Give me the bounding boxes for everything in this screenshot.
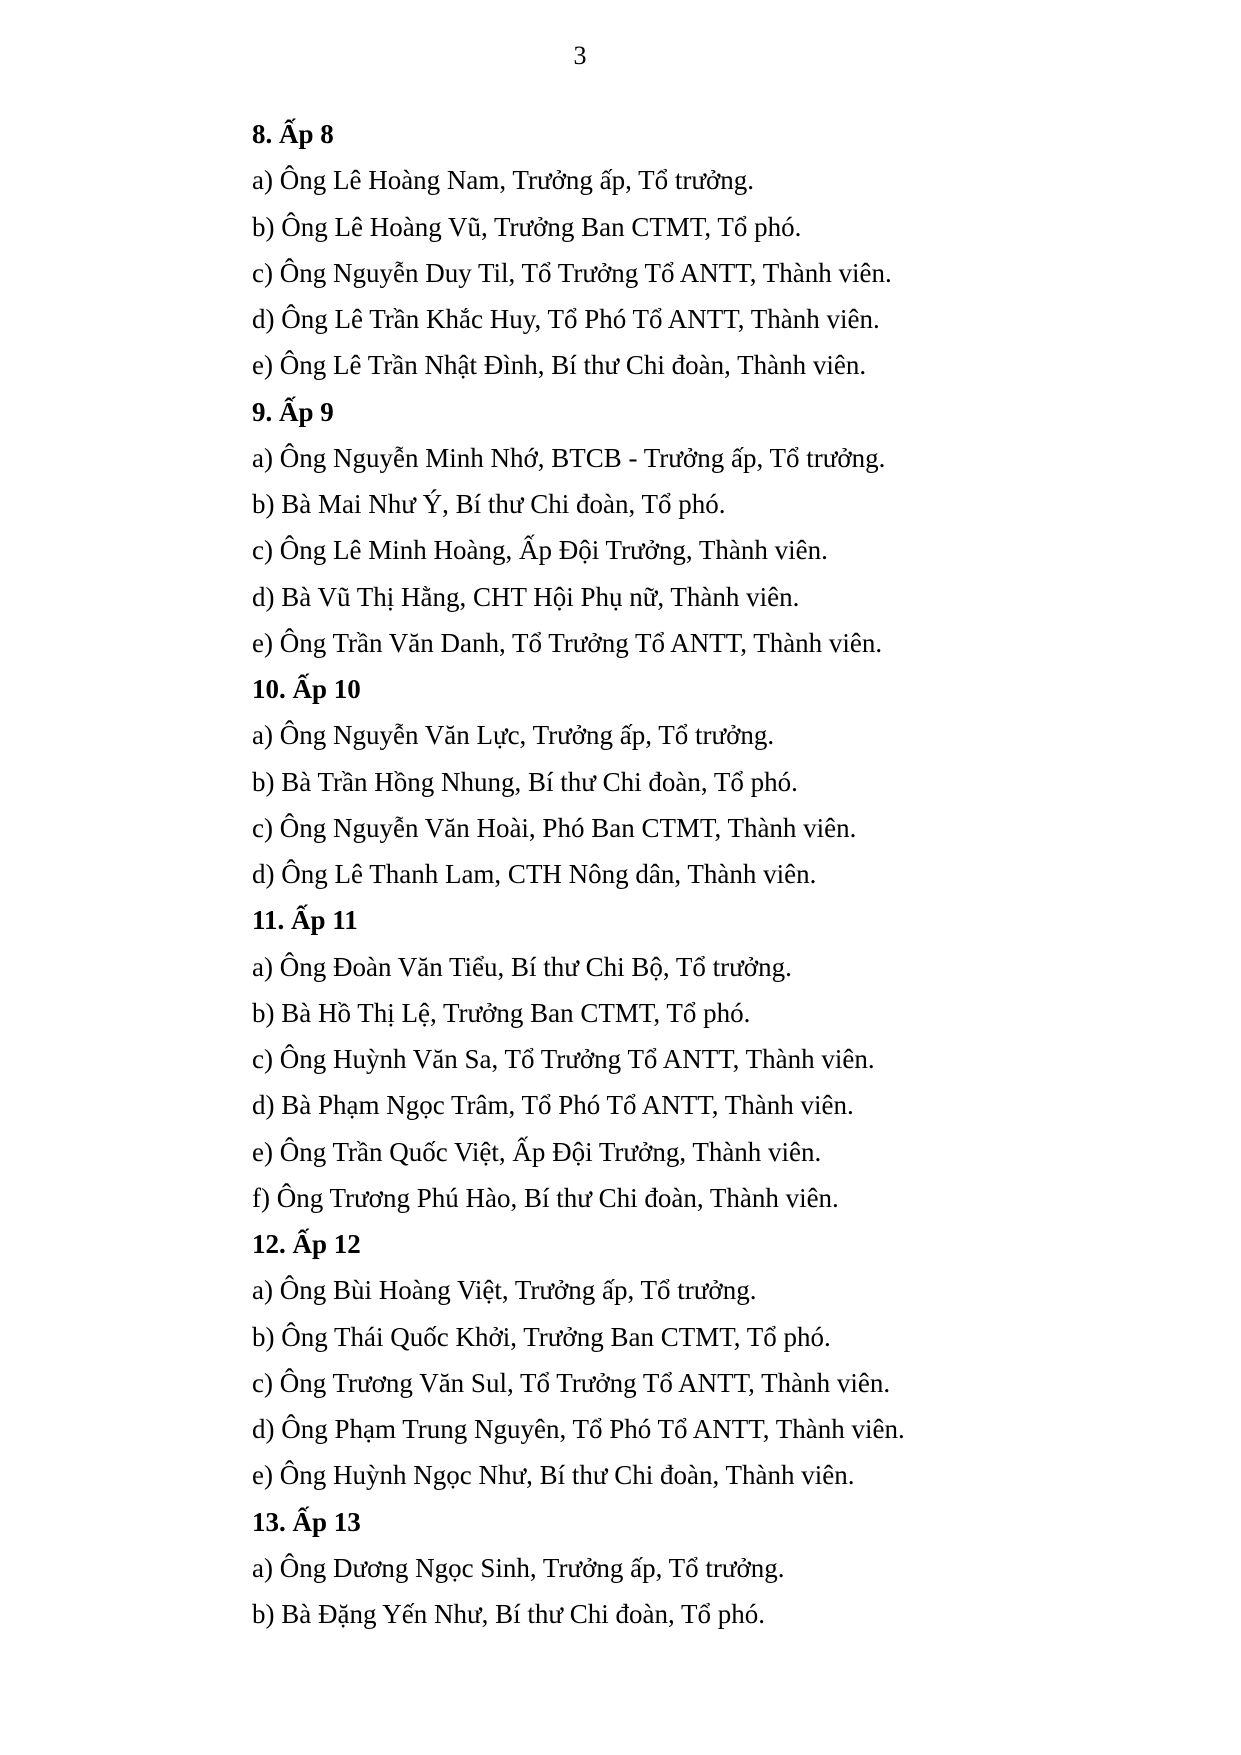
list-item: a) Ông Lê Hoàng Nam, Trưởng ấp, Tổ trưởng. [252, 165, 755, 196]
section-heading: 8. Ấp 8 [252, 119, 334, 149]
section-heading: 9. Ấp 9 [252, 396, 334, 427]
section-heading: 11. Ấp 11 [252, 905, 358, 936]
list-item: d) Ông Lê Trần Khắc Huy, Tổ Phó Tổ ANTT, Thành viên. [252, 304, 880, 334]
list-item: b) Bà Hồ Thị Lệ, Trưởng Ban CTMT, Tổ phó. [252, 997, 751, 1028]
list-item: d) Ông Phạm Trung Nguyên, Tổ Phó Tổ ANTT, Thành viên. [252, 1414, 905, 1444]
list-item: e) Ông Lê Trần Nhật Đình, Bí thư Chi đoàn, Thành viên. [252, 350, 867, 381]
list-item: c) Ông Lê Minh Hoàng, Ấp Đội Trưởng, Thành viên. [252, 535, 828, 566]
section-ap-11 [252, 897, 1192, 1221]
list-item: a) Ông Đoàn Văn Tiểu, Bí thư Chi Bộ, Tổ trưởng. [252, 951, 792, 982]
list-item: c) Ông Trương Văn Sul, Tổ Trưởng Tổ ANTT, Thành viên. [252, 1367, 891, 1398]
page-number: 3 [573, 41, 587, 70]
section-heading: 13. Ấp 13 [252, 1506, 361, 1537]
list-item: e) Ông Huỳnh Ngọc Như, Bí thư Chi đoàn, Thành viên. [252, 1460, 855, 1491]
list-item: c) Ông Nguyễn Văn Hoài, Phó Ban CTMT, Thành viên. [252, 812, 857, 843]
section-ap-9 [252, 389, 1192, 667]
section-ap-10 [252, 666, 1192, 897]
list-item: c) Ông Nguyễn Duy Til, Tổ Trưởng Tổ ANTT, Thành viên. [252, 257, 892, 288]
section-heading: 10. Ấp 10 [252, 674, 361, 704]
list-item: a) Ông Bùi Hoàng Việt, Trưởng ấp, Tổ trưởng. [252, 1275, 757, 1306]
list-item: b) Bà Mai Như Ý, Bí thư Chi đoàn, Tổ phó. [252, 489, 726, 519]
list-item: b) Ông Thái Quốc Khởi, Trưởng Ban CTMT, Tổ phó. [252, 1321, 831, 1352]
list-item: a) Ông Nguyễn Minh Nhớ, BTCB - Trưởng ấp, Tổ trưởng. [252, 442, 886, 473]
list-item: a) Ông Nguyễn Văn Lực, Trưởng ấp, Tổ trưởng. [252, 720, 775, 751]
list-item: b) Ông Lê Hoàng Vũ, Trưởng Ban CTMT, Tổ phó. [252, 211, 802, 242]
document-body [252, 111, 1192, 1637]
list-item: d) Bà Phạm Ngọc Trâm, Tổ Phó Tổ ANTT, Thành viên. [252, 1090, 854, 1121]
section-heading: 12. Ấp 12 [252, 1229, 361, 1259]
list-item: e) Ông Trần Quốc Việt, Ấp Đội Trưởng, Thành viên. [252, 1136, 822, 1167]
list-item: d) Ông Lê Thanh Lam, CTH Nông dân, Thành viên. [252, 859, 817, 889]
list-item: b) Bà Trần Hồng Nhung, Bí thư Chi đoàn, Tổ phó. [252, 766, 798, 797]
list-item: b) Bà Đặng Yến Như, Bí thư Chi đoàn, Tổ phó. [252, 1599, 765, 1629]
list-item: d) Bà Vũ Thị Hằng, CHT Hội Phụ nữ, Thành viên. [252, 581, 800, 612]
list-item: f) Ông Trương Phú Hào, Bí thư Chi đoàn, Thành viên. [252, 1182, 839, 1213]
list-item: a) Ông Dương Ngọc Sinh, Trưởng ấp, Tổ trưởng. [252, 1552, 785, 1583]
list-item: e) Ông Trần Văn Danh, Tổ Trưởng Tổ ANTT, Thành viên. [252, 627, 883, 658]
list-item: c) Ông Huỳnh Văn Sa, Tổ Trưởng Tổ ANTT, Thành viên. [252, 1044, 875, 1074]
section-ap-8 [252, 111, 1192, 389]
section-ap-12 [252, 1221, 1192, 1499]
section-ap-13 [252, 1499, 1192, 1638]
